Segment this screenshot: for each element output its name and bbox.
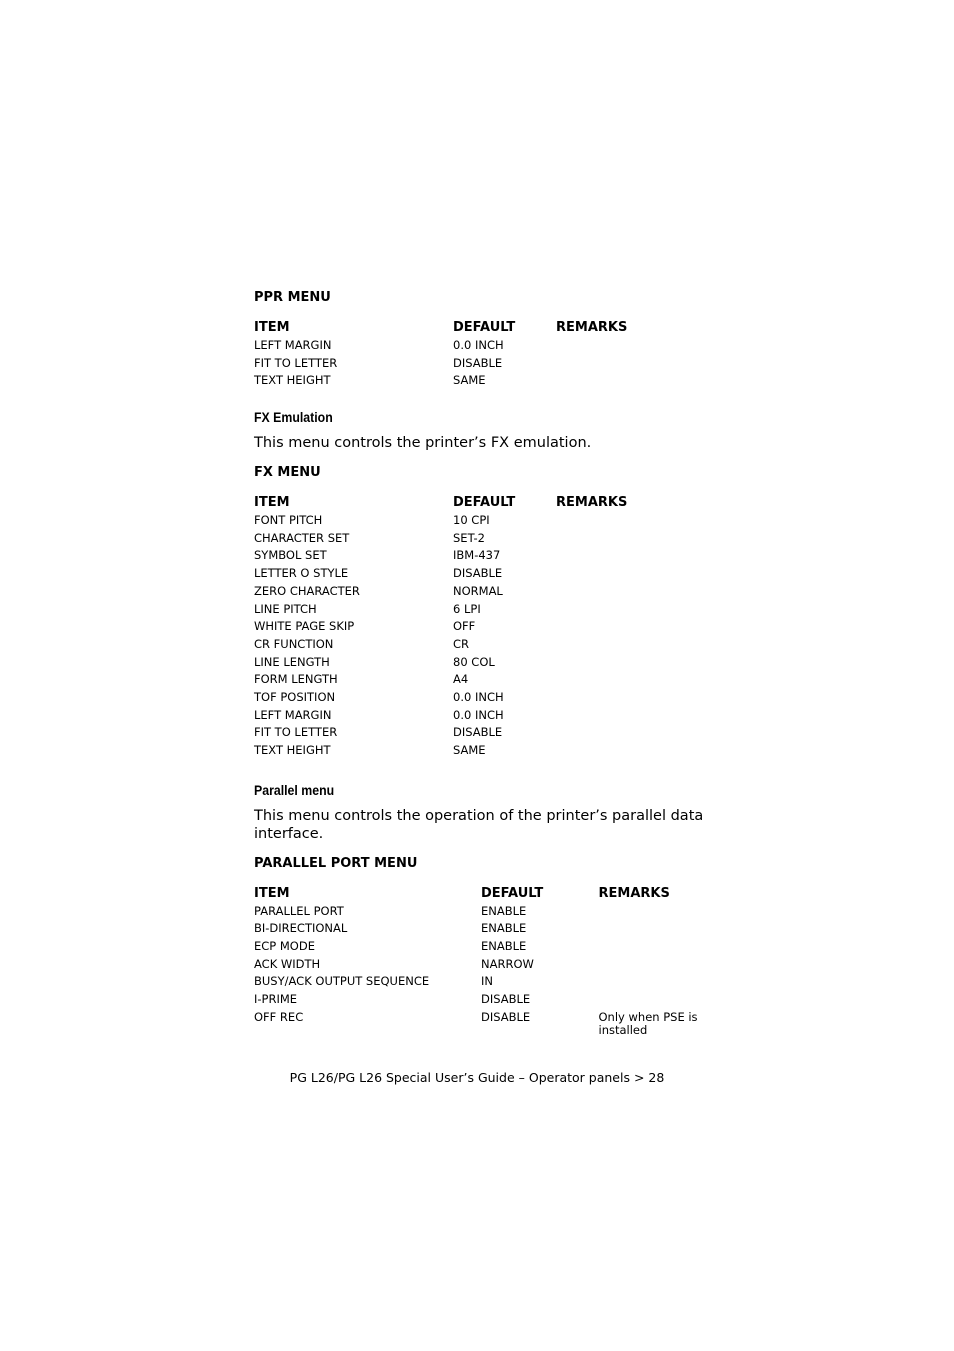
cell-default: ENABLE	[481, 921, 527, 936]
cell-remarks	[556, 357, 724, 375]
col-header-item: ITEM	[254, 885, 290, 901]
table-row	[254, 620, 724, 638]
col-header-default: DEFAULT	[481, 885, 544, 901]
cell-default: 0.0 INCH	[453, 689, 504, 704]
cell-remarks	[556, 585, 724, 603]
cell-remarks	[556, 620, 724, 638]
fx-emulation-heading: FX Emulation	[254, 409, 333, 426]
cell-default: 6 LPI	[453, 601, 481, 616]
cell-default: SET-2	[453, 530, 486, 545]
col-header-default: DEFAULT	[453, 495, 516, 511]
cell-item: FORM LENGTH	[254, 672, 338, 687]
fx-menu-title: FX MENU	[254, 465, 321, 481]
cell-default: 80 COL	[453, 654, 495, 669]
table-row	[254, 1011, 724, 1037]
cell-default: 10 CPI	[453, 513, 490, 528]
table-row	[254, 357, 724, 375]
table-row	[254, 374, 724, 392]
cell-item: LETTER O STYLE	[254, 566, 349, 581]
cell-item: OFF REC	[254, 1009, 304, 1024]
cell-default: DISABLE	[453, 725, 503, 740]
cell-remarks	[556, 656, 724, 674]
cell-default: SAME	[453, 373, 486, 388]
col-header-item: ITEM	[254, 320, 290, 335]
cell-remarks	[599, 993, 725, 1011]
cell-item: LINE PITCH	[254, 601, 317, 616]
cell-default: SAME	[453, 743, 486, 757]
table-row	[254, 726, 724, 744]
cell-remarks	[556, 709, 724, 727]
table-row	[254, 673, 724, 691]
cell-item: PARALLEL PORT	[254, 903, 344, 918]
col-header-remarks: REMARKS	[598, 885, 670, 901]
cell-remarks	[556, 532, 724, 550]
cell-default: NORMAL	[453, 583, 503, 598]
cell-default: A4	[453, 672, 469, 687]
page-content	[254, 290, 724, 1037]
cell-default: DISABLE	[481, 1009, 531, 1024]
parallel-menu-heading: Parallel menu	[254, 781, 335, 798]
cell-item: CR FUNCTION	[254, 636, 334, 651]
table-row	[254, 585, 724, 603]
table-row	[254, 975, 724, 993]
cell-item: LEFT MARGIN	[254, 707, 332, 722]
col-header-item: ITEM	[254, 495, 290, 511]
cell-remarks	[599, 940, 725, 958]
col-header-default: DEFAULT	[453, 320, 516, 335]
cell-item: WHITE PAGE SKIP	[254, 619, 355, 634]
table-row	[254, 958, 724, 976]
cell-item: BUSY/ACK OUTPUT SEQUENCE	[254, 974, 430, 989]
cell-default: IN	[481, 974, 493, 989]
table-row	[254, 940, 724, 958]
ppr-menu-title: PPR MENU	[254, 290, 331, 305]
cell-item: TEXT HEIGHT	[254, 743, 331, 757]
table-row	[254, 656, 724, 674]
cell-item: LINE LENGTH	[254, 654, 330, 669]
cell-default: 0.0 INCH	[453, 338, 504, 352]
table-row	[254, 691, 724, 709]
cell-item: FONT PITCH	[254, 513, 323, 528]
cell-item: FIT TO LETTER	[254, 355, 338, 370]
cell-remarks	[599, 905, 725, 923]
cell-remarks	[556, 726, 724, 744]
cell-item: ZERO CHARACTER	[254, 583, 360, 598]
cell-default: ENABLE	[481, 939, 527, 954]
cell-default: DISABLE	[481, 992, 531, 1007]
table-row	[254, 549, 724, 567]
cell-default: 0.0 INCH	[453, 707, 504, 722]
table-row	[254, 532, 724, 550]
cell-default: ENABLE	[481, 903, 527, 918]
cell-default: IBM-437	[453, 548, 501, 563]
fx-menu-table	[254, 481, 724, 762]
col-header-remarks: REMARKS	[556, 495, 628, 511]
cell-remarks	[556, 603, 724, 621]
table-row	[254, 603, 724, 621]
table-row	[254, 567, 724, 585]
cell-item: LEFT MARGIN	[254, 338, 332, 352]
cell-default: CR	[453, 636, 470, 651]
cell-item: TEXT HEIGHT	[254, 373, 331, 388]
cell-remarks	[556, 514, 724, 532]
cell-item: I-PRIME	[254, 992, 298, 1007]
cell-remarks	[556, 567, 724, 585]
cell-item: CHARACTER SET	[254, 530, 350, 545]
table-row	[254, 744, 724, 762]
cell-remarks	[556, 374, 724, 392]
cell-remarks	[599, 922, 725, 940]
table-row	[254, 905, 724, 923]
parallel-intro-text: This menu controls the operation of the printer’s parallel data interface.	[254, 807, 704, 842]
cell-item: FIT TO LETTER	[254, 725, 338, 740]
cell-remarks	[556, 673, 724, 691]
cell-item: SYMBOL SET	[254, 548, 327, 563]
cell-default: DISABLE	[453, 355, 503, 370]
table-row	[254, 993, 724, 1011]
col-header-remarks: REMARKS	[556, 320, 628, 335]
cell-default: OFF	[453, 619, 476, 634]
ppr-menu-table	[254, 306, 724, 392]
cell-remarks	[556, 691, 724, 709]
cell-default: DISABLE	[453, 566, 503, 581]
page-footer: PG L26/PG L26 Special User’s Guide – Operator panels > 28	[289, 1070, 665, 1085]
cell-remarks	[556, 638, 724, 656]
cell-remarks	[556, 549, 724, 567]
parallel-port-menu-title: PARALLEL PORT MENU	[254, 855, 418, 871]
table-row	[254, 514, 724, 532]
fx-intro-text: This menu controls the printer’s FX emulation.	[254, 435, 592, 452]
cell-default: NARROW	[481, 956, 534, 971]
cell-remarks	[599, 975, 725, 993]
table-row	[254, 638, 724, 656]
cell-item: ACK WIDTH	[254, 956, 321, 971]
cell-remarks: Only when PSE is installed	[598, 1009, 698, 1037]
cell-remarks	[556, 744, 724, 762]
table-row	[254, 922, 724, 940]
table-row	[254, 339, 724, 357]
table-row	[254, 709, 724, 727]
cell-remarks	[556, 339, 724, 357]
cell-item: BI-DIRECTIONAL	[254, 921, 348, 936]
cell-item: TOF POSITION	[254, 689, 336, 704]
cell-remarks	[599, 958, 725, 976]
cell-item: ECP MODE	[254, 939, 315, 954]
parallel-port-menu-table	[254, 872, 724, 1037]
